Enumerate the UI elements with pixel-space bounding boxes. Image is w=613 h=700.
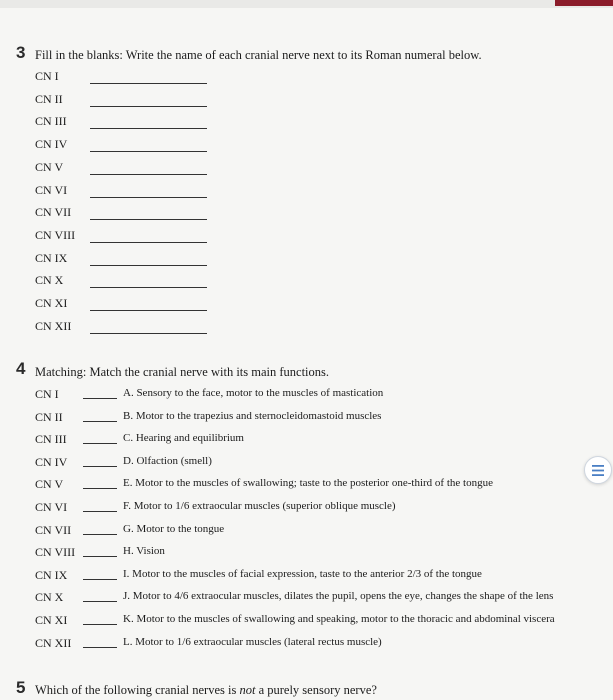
cranial-nerve-label: CN IV (35, 137, 68, 152)
match-answer-blank[interactable] (83, 466, 117, 467)
cranial-nerve-label: CN I (35, 387, 59, 401)
question-3-prompt: Fill in the blanks: Write the name of each cranial nerve next to its Roman numeral below. (35, 48, 482, 62)
cranial-nerve-label: CN VIII (35, 227, 76, 242)
cranial-nerve-label: CN II (35, 91, 63, 106)
match-answer-blank[interactable] (83, 421, 117, 422)
answer-blank[interactable] (90, 174, 207, 175)
cranial-nerve-label: CN XII (35, 635, 72, 650)
match-answer-blank[interactable] (83, 601, 117, 602)
match-answer-blank[interactable] (83, 443, 117, 444)
cranial-nerve-label: CN VI (35, 182, 68, 197)
answer-blank[interactable] (90, 151, 207, 152)
answer-blank[interactable] (90, 197, 207, 198)
menu-button[interactable] (584, 456, 612, 484)
answer-blank[interactable] (90, 219, 207, 220)
function-option: L. Motor to 1/6 extraocular muscles (lateral rectus muscle) (123, 635, 382, 648)
cranial-nerve-label: CN X (35, 590, 64, 605)
answer-blank[interactable] (90, 242, 207, 243)
function-option: H. Vision (123, 545, 165, 558)
cranial-nerve-label: CN V (35, 159, 64, 174)
cranial-nerve-label: CN II (35, 409, 63, 424)
cranial-nerve-label: CN VIII (35, 545, 76, 560)
function-option: G. Motor to the tongue (123, 522, 225, 535)
question-5-number: 5 (16, 678, 26, 697)
function-option: D. Olfaction (smell) (123, 454, 212, 467)
cranial-nerve-label: CN IX (35, 250, 68, 265)
function-option: A. Sensory to the face, motor to the muscles of mastication (123, 387, 384, 399)
answer-blank[interactable] (90, 310, 207, 311)
question-5-prompt: Which of the following cranial nerves is not a purely sensory nerve? (35, 683, 377, 697)
cranial-nerve-label: CN XI (35, 613, 68, 627)
answer-blank[interactable] (90, 128, 207, 129)
cranial-nerve-label: CN III (35, 432, 67, 447)
function-option: I. Motor to the muscles of facial expression, taste to the anterior 2/3 of the tongue (123, 567, 482, 580)
match-answer-blank[interactable] (83, 579, 117, 580)
function-option: E. Motor to the muscles of swallowing; taste to the posterior one-third of the tongue (123, 477, 493, 490)
cranial-nerve-label: CN XII (35, 318, 72, 333)
cranial-nerve-label: CN V (35, 477, 64, 492)
function-option: C. Hearing and equilibrium (123, 432, 244, 445)
function-option: J. Motor to 4/6 extraocular muscles, dilates the pupil, opens the eye, changes the shape of the lens (123, 590, 554, 603)
answer-blank[interactable] (90, 333, 207, 334)
answer-blank[interactable] (90, 106, 207, 107)
match-answer-blank[interactable] (83, 556, 117, 557)
hamburger-menu-icon (592, 465, 604, 476)
match-answer-blank[interactable] (83, 647, 117, 648)
function-option: K. Motor to the muscles of swallowing and speaking, motor to the thoracic and abdominal viscera (123, 613, 555, 625)
function-option: B. Motor to the trapezius and sternocleidomastoid muscles (123, 409, 382, 422)
cranial-nerve-label: CN III (35, 114, 67, 129)
cranial-nerve-label: CN I (35, 69, 59, 83)
cranial-nerve-label: CN IX (35, 567, 68, 582)
question-4-number: 4 (16, 359, 26, 378)
cranial-nerve-label: CN IV (35, 454, 68, 469)
match-answer-blank[interactable] (83, 488, 117, 489)
function-option: F. Motor to 1/6 extraocular muscles (superior oblique muscle) (123, 500, 396, 512)
cranial-nerve-label: CN X (35, 273, 64, 288)
cranial-nerve-label: CN VI (35, 500, 68, 514)
answer-blank[interactable] (90, 83, 207, 84)
match-answer-blank[interactable] (83, 398, 117, 399)
top-accent-bar (555, 0, 613, 6)
match-answer-blank[interactable] (83, 511, 117, 512)
cranial-nerve-label: CN VII (35, 522, 72, 537)
answer-blank[interactable] (90, 287, 207, 288)
cranial-nerve-label: CN VII (35, 205, 72, 220)
question-3-number: 3 (16, 43, 26, 62)
question-4-prompt: Matching: Match the cranial nerve with its main functions. (35, 365, 330, 379)
match-answer-blank[interactable] (83, 534, 117, 535)
answer-blank[interactable] (90, 265, 207, 266)
page-top-edge (0, 0, 613, 8)
cranial-nerve-label: CN XI (35, 296, 68, 310)
match-answer-blank[interactable] (83, 624, 117, 625)
